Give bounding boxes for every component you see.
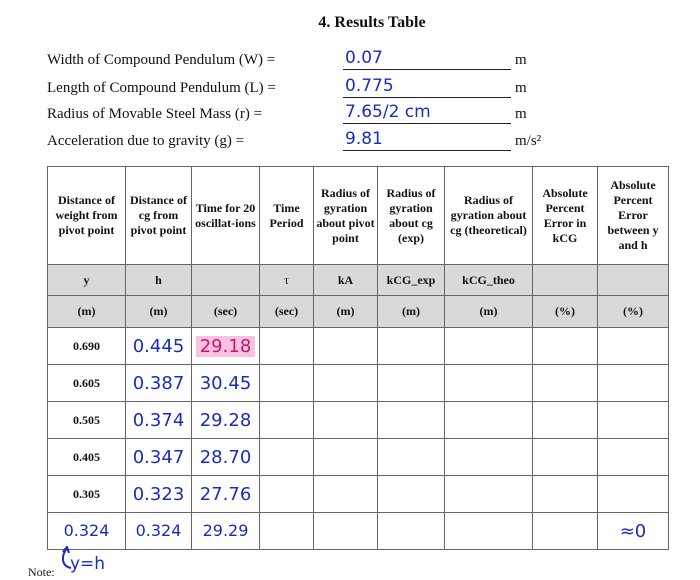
symbol-row — [48, 265, 669, 296]
y-cell: 0.405 — [48, 439, 126, 476]
param-value: 0.07 — [345, 48, 383, 68]
unit-cell: (m) — [314, 296, 378, 328]
unit-cell: (m) — [445, 296, 533, 328]
time-cell — [192, 513, 260, 550]
symbol-cell — [533, 265, 598, 296]
empty-cell — [445, 328, 533, 365]
symbol-cell: kCG_exp — [378, 265, 445, 296]
empty-cell — [314, 439, 378, 476]
empty-cell — [533, 439, 598, 476]
handwritten-annotation: y=h — [70, 554, 106, 574]
unit-cell: (%) — [598, 296, 669, 328]
h-value: 0.347 — [132, 446, 185, 468]
y-value: 0.324 — [63, 521, 110, 540]
empty-cell — [445, 513, 533, 550]
empty-cell — [260, 439, 314, 476]
unit-cell: (m) — [126, 296, 192, 328]
empty-cell — [378, 439, 445, 476]
err-cell — [598, 365, 669, 402]
param-underline — [343, 69, 511, 70]
symbol-cell: kCG_theo — [445, 265, 533, 296]
unit-cell: (%) — [533, 296, 598, 328]
h-value: 0.387 — [132, 372, 185, 394]
empty-cell — [260, 402, 314, 439]
param-unit: m — [515, 52, 527, 68]
err-value: ≈0 — [619, 520, 647, 542]
empty-cell — [378, 402, 445, 439]
h-value: 0.374 — [132, 409, 185, 431]
empty-cell — [378, 513, 445, 550]
empty-cell — [445, 476, 533, 513]
col-header: Time for 20 oscillat-ions — [192, 167, 260, 265]
symbol-cell: h — [126, 265, 192, 296]
time-cell — [192, 365, 260, 402]
symbol-cell: τ — [260, 265, 314, 296]
h-value: 0.323 — [132, 483, 185, 505]
param-label: Radius of Movable Steel Mass (r) = — [47, 106, 263, 122]
col-header: Radius of gyration about pivot point — [314, 167, 378, 265]
units-row — [48, 296, 669, 328]
time-value: 27.76 — [199, 483, 252, 505]
unit-cell: (sec) — [192, 296, 260, 328]
time-value: 29.28 — [199, 409, 252, 431]
param-unit: m — [515, 80, 527, 96]
empty-cell — [378, 328, 445, 365]
param-underline — [343, 123, 511, 124]
unit-cell: (sec) — [260, 296, 314, 328]
time-cell — [192, 328, 260, 365]
param-value: 0.775 — [345, 76, 394, 96]
param-label: Length of Compound Pendulum (L) = — [47, 80, 276, 96]
empty-cell — [260, 476, 314, 513]
empty-cell — [533, 365, 598, 402]
table-row — [48, 365, 669, 402]
err-cell — [598, 513, 669, 550]
col-header: Distance of weight from pivot point — [48, 167, 126, 265]
err-cell — [598, 402, 669, 439]
empty-cell — [533, 328, 598, 365]
h-cell — [126, 513, 192, 550]
h-cell — [126, 365, 192, 402]
param-underline — [343, 97, 511, 98]
param-label: Width of Compound Pendulum (W) = — [47, 52, 276, 68]
empty-cell — [378, 365, 445, 402]
err-cell — [598, 476, 669, 513]
table-row — [48, 476, 669, 513]
table-row — [48, 402, 669, 439]
y-cell: 0.305 — [48, 476, 126, 513]
empty-cell — [314, 365, 378, 402]
y-cell — [48, 513, 126, 550]
err-cell — [598, 439, 669, 476]
time-value: 28.70 — [199, 446, 252, 468]
empty-cell — [445, 365, 533, 402]
empty-cell — [314, 476, 378, 513]
time-cell — [192, 402, 260, 439]
time-value: 29.29 — [202, 521, 249, 540]
h-cell — [126, 402, 192, 439]
results-table — [47, 166, 669, 550]
col-header: Radius of gyration about cg (exp) — [378, 167, 445, 265]
col-header: Distance of cg from pivot point — [126, 167, 192, 265]
time-cell — [192, 439, 260, 476]
empty-cell — [260, 328, 314, 365]
table-row — [48, 328, 669, 365]
unit-cell: (m) — [48, 296, 126, 328]
y-cell: 0.605 — [48, 365, 126, 402]
col-header: Radius of gyration about cg (theoretical) — [445, 167, 533, 265]
err-cell — [598, 328, 669, 365]
empty-cell — [314, 402, 378, 439]
param-value: 7.65/2 cm — [345, 102, 431, 122]
y-cell: 0.690 — [48, 328, 126, 365]
empty-cell — [314, 328, 378, 365]
param-label: Acceleration due to gravity (g) = — [47, 133, 245, 149]
col-header: Absolute Percent Error between y and h — [598, 167, 669, 265]
empty-cell — [260, 513, 314, 550]
empty-cell — [445, 439, 533, 476]
empty-cell — [260, 365, 314, 402]
h-value: 0.445 — [132, 335, 185, 357]
h-cell — [126, 476, 192, 513]
h-value: 0.324 — [135, 521, 182, 540]
param-value: 9.81 — [345, 129, 383, 149]
empty-cell — [533, 513, 598, 550]
table-row — [48, 513, 669, 550]
time-value: 29.18 — [196, 336, 256, 357]
note-label: Note: — [28, 565, 55, 579]
table-row — [48, 439, 669, 476]
time-value: 30.45 — [199, 372, 252, 394]
param-unit: m — [515, 106, 527, 122]
section-title: 4. Results Table — [318, 14, 426, 31]
empty-cell — [533, 476, 598, 513]
unit-cell: (m) — [378, 296, 445, 328]
empty-cell — [314, 513, 378, 550]
symbol-cell: y — [48, 265, 126, 296]
time-cell — [192, 476, 260, 513]
symbol-cell: kA — [314, 265, 378, 296]
param-unit: m/s² — [515, 133, 542, 149]
header-row — [48, 167, 669, 265]
col-header: Absolute Percent Error in kCG — [533, 167, 598, 265]
symbol-cell — [192, 265, 260, 296]
empty-cell — [445, 402, 533, 439]
h-cell — [126, 328, 192, 365]
empty-cell — [378, 476, 445, 513]
col-header: Time Period — [260, 167, 314, 265]
y-cell: 0.505 — [48, 402, 126, 439]
symbol-cell — [598, 265, 669, 296]
h-cell — [126, 439, 192, 476]
empty-cell — [533, 402, 598, 439]
param-underline — [343, 150, 511, 151]
